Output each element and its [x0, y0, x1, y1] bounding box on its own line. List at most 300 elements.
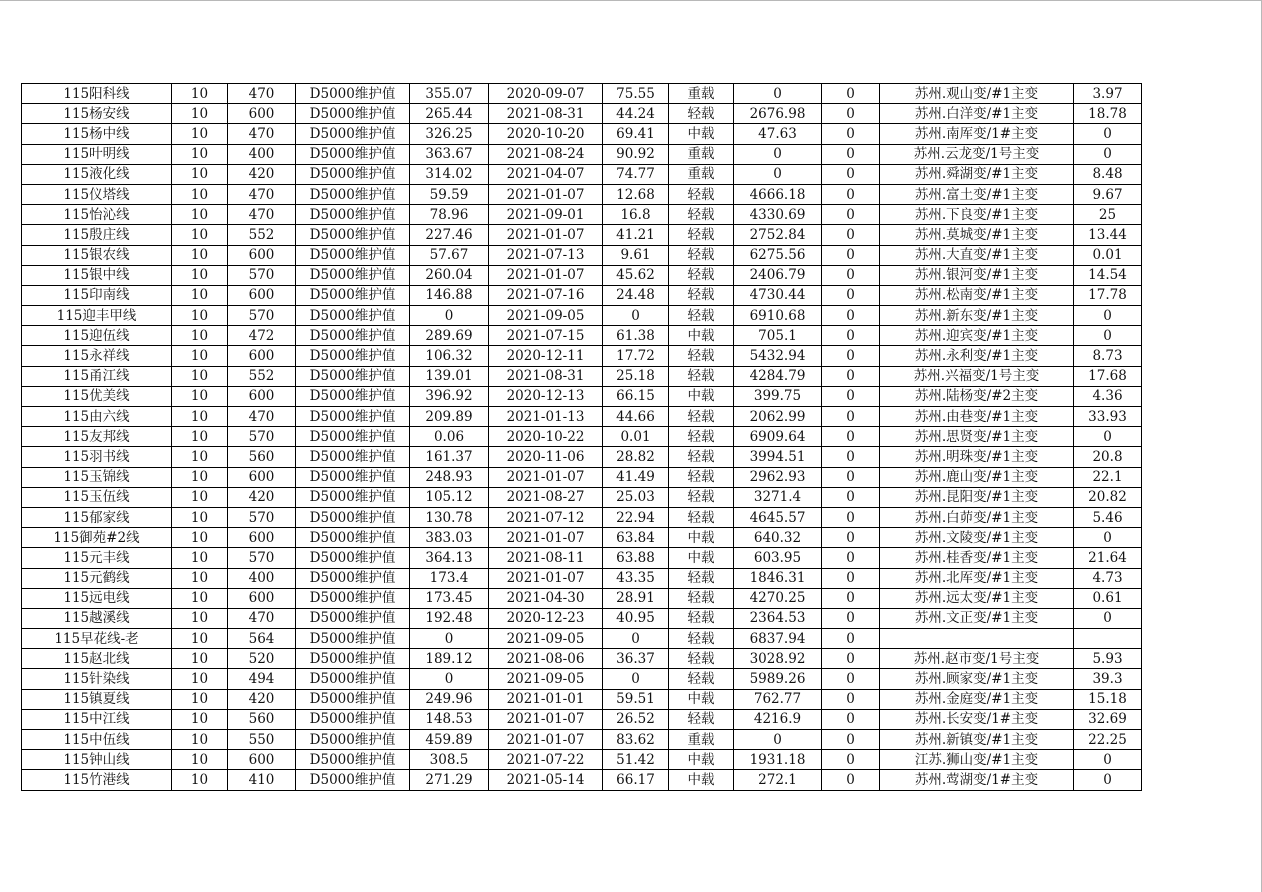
- voltage-cell: 10: [172, 730, 228, 750]
- date-cell: 2021-01-07: [489, 730, 603, 750]
- margin-cell: 399.75: [734, 386, 822, 406]
- load-value-cell: 189.12: [410, 649, 489, 669]
- load-rate-cell: 74.77: [603, 164, 669, 184]
- line-name-cell: 115迎丰甲线: [22, 306, 172, 326]
- margin-cell: 4216.9: [734, 709, 822, 729]
- rating-cell: 570: [228, 265, 296, 285]
- margin-cell: 2962.93: [734, 467, 822, 487]
- voltage-cell: 10: [172, 245, 228, 265]
- source-cell: D5000维护值: [296, 568, 410, 588]
- table-row: [22, 568, 1142, 588]
- margin-cell: 4330.69: [734, 205, 822, 225]
- load-status-cell: 轻载: [669, 346, 734, 366]
- voltage-cell: 10: [172, 709, 228, 729]
- table-row: [22, 548, 1142, 568]
- load-value-cell: 364.13: [410, 548, 489, 568]
- table-row: [22, 669, 1142, 689]
- rating-cell: 564: [228, 629, 296, 649]
- date-cell: 2020-10-22: [489, 427, 603, 447]
- load-value-cell: 355.07: [410, 84, 489, 104]
- date-cell: 2021-08-11: [489, 548, 603, 568]
- date-cell: 2021-08-31: [489, 366, 603, 386]
- table-row: [22, 649, 1142, 669]
- load-rate-cell: 22.94: [603, 507, 669, 527]
- rating-cell: 560: [228, 709, 296, 729]
- load-value-cell: 396.92: [410, 386, 489, 406]
- line-name-cell: 115玉伍线: [22, 487, 172, 507]
- load-status-cell: 中载: [669, 386, 734, 406]
- margin-cell: 6910.68: [734, 306, 822, 326]
- rate-cell: 0: [1074, 770, 1142, 790]
- date-cell: 2021-01-07: [489, 709, 603, 729]
- load-rate-cell: 12.68: [603, 184, 669, 204]
- table-row: [22, 265, 1142, 285]
- voltage-cell: 10: [172, 548, 228, 568]
- rating-cell: 470: [228, 205, 296, 225]
- table-row: [22, 689, 1142, 709]
- rate-cell: 21.64: [1074, 548, 1142, 568]
- voltage-cell: 10: [172, 265, 228, 285]
- table-row: [22, 770, 1142, 790]
- voltage-cell: 10: [172, 366, 228, 386]
- rating-cell: 600: [228, 528, 296, 548]
- load-status-cell: 轻载: [669, 507, 734, 527]
- load-rate-cell: 26.52: [603, 709, 669, 729]
- date-cell: 2021-08-06: [489, 649, 603, 669]
- rating-cell: 494: [228, 669, 296, 689]
- table-row: [22, 164, 1142, 184]
- load-rate-cell: 17.72: [603, 346, 669, 366]
- voltage-cell: 10: [172, 164, 228, 184]
- load-status-cell: 中载: [669, 326, 734, 346]
- load-status-cell: 中载: [669, 124, 734, 144]
- rating-cell: 600: [228, 386, 296, 406]
- voltage-cell: 10: [172, 306, 228, 326]
- load-rate-cell: 43.35: [603, 568, 669, 588]
- source-cell: D5000维护值: [296, 164, 410, 184]
- rating-cell: 470: [228, 84, 296, 104]
- voltage-cell: 10: [172, 184, 228, 204]
- table-row: [22, 386, 1142, 406]
- line-name-cell: 115越溪线: [22, 608, 172, 628]
- count-cell: 0: [822, 205, 880, 225]
- source-cell: D5000维护值: [296, 447, 410, 467]
- rate-cell: 15.18: [1074, 689, 1142, 709]
- load-status-cell: 重载: [669, 144, 734, 164]
- source-cell: D5000维护值: [296, 285, 410, 305]
- table-row: [22, 306, 1142, 326]
- margin-cell: 640.32: [734, 528, 822, 548]
- date-cell: 2021-07-16: [489, 285, 603, 305]
- load-rate-cell: 61.38: [603, 326, 669, 346]
- date-cell: 2021-09-01: [489, 205, 603, 225]
- table-row: [22, 730, 1142, 750]
- load-status-cell: 轻载: [669, 407, 734, 427]
- rate-cell: 0: [1074, 326, 1142, 346]
- source-cell: D5000维护值: [296, 346, 410, 366]
- line-name-cell: 115中伍线: [22, 730, 172, 750]
- table-row: [22, 144, 1142, 164]
- rating-cell: 470: [228, 124, 296, 144]
- voltage-cell: 10: [172, 205, 228, 225]
- load-value-cell: 260.04: [410, 265, 489, 285]
- margin-cell: 2752.84: [734, 225, 822, 245]
- rate-cell: 14.54: [1074, 265, 1142, 285]
- load-value-cell: 248.93: [410, 467, 489, 487]
- rating-cell: 570: [228, 548, 296, 568]
- load-status-cell: 轻载: [669, 649, 734, 669]
- margin-cell: 4284.79: [734, 366, 822, 386]
- rate-cell: 0.01: [1074, 245, 1142, 265]
- source-cell: D5000维护值: [296, 507, 410, 527]
- count-cell: 0: [822, 629, 880, 649]
- source-cell: D5000维护值: [296, 245, 410, 265]
- source-cell: D5000维护值: [296, 730, 410, 750]
- voltage-cell: 10: [172, 84, 228, 104]
- voltage-cell: 10: [172, 144, 228, 164]
- count-cell: 0: [822, 306, 880, 326]
- date-cell: 2021-05-14: [489, 770, 603, 790]
- load-status-cell: 轻载: [669, 225, 734, 245]
- margin-cell: 4270.25: [734, 588, 822, 608]
- load-status-cell: 轻载: [669, 265, 734, 285]
- load-status-cell: 轻载: [669, 608, 734, 628]
- count-cell: 0: [822, 164, 880, 184]
- load-status-cell: 轻载: [669, 447, 734, 467]
- margin-cell: 3994.51: [734, 447, 822, 467]
- load-rate-cell: 66.15: [603, 386, 669, 406]
- voltage-cell: 10: [172, 608, 228, 628]
- line-name-cell: 115液化线: [22, 164, 172, 184]
- rate-cell: 4.73: [1074, 568, 1142, 588]
- margin-cell: 3028.92: [734, 649, 822, 669]
- rating-cell: 420: [228, 487, 296, 507]
- load-rate-cell: 90.92: [603, 144, 669, 164]
- line-name-cell: 115御苑#2线: [22, 528, 172, 548]
- line-name-cell: 115中江线: [22, 709, 172, 729]
- count-cell: 0: [822, 124, 880, 144]
- voltage-cell: 10: [172, 588, 228, 608]
- load-rate-cell: 63.88: [603, 548, 669, 568]
- voltage-cell: 10: [172, 447, 228, 467]
- transformer-cell: 苏州.莫城变/#1主变: [880, 225, 1074, 245]
- count-cell: 0: [822, 568, 880, 588]
- date-cell: 2021-07-15: [489, 326, 603, 346]
- load-value-cell: 0: [410, 629, 489, 649]
- margin-cell: 3271.4: [734, 487, 822, 507]
- margin-cell: 6909.64: [734, 427, 822, 447]
- count-cell: 0: [822, 467, 880, 487]
- rating-cell: 400: [228, 144, 296, 164]
- rate-cell: 32.69: [1074, 709, 1142, 729]
- transformer-cell: 苏州.下良变/#1主变: [880, 205, 1074, 225]
- load-rate-cell: 63.84: [603, 528, 669, 548]
- load-value-cell: 0.06: [410, 427, 489, 447]
- line-name-cell: 115元丰线: [22, 548, 172, 568]
- count-cell: 0: [822, 366, 880, 386]
- source-cell: D5000维护值: [296, 629, 410, 649]
- transformer-cell: 苏州.由巷变/#1主变: [880, 407, 1074, 427]
- rating-cell: 570: [228, 427, 296, 447]
- date-cell: 2020-10-20: [489, 124, 603, 144]
- rating-cell: 400: [228, 568, 296, 588]
- voltage-cell: 10: [172, 346, 228, 366]
- date-cell: 2021-01-13: [489, 407, 603, 427]
- rate-cell: 33.93: [1074, 407, 1142, 427]
- count-cell: 0: [822, 487, 880, 507]
- count-cell: 0: [822, 528, 880, 548]
- load-status-cell: 轻载: [669, 285, 734, 305]
- load-value-cell: 0: [410, 306, 489, 326]
- voltage-cell: 10: [172, 689, 228, 709]
- table-row: [22, 366, 1142, 386]
- source-cell: D5000维护值: [296, 709, 410, 729]
- transformer-cell: 苏州.昆阳变/#1主变: [880, 487, 1074, 507]
- date-cell: 2021-07-12: [489, 507, 603, 527]
- load-status-cell: 轻载: [669, 629, 734, 649]
- load-status-cell: 轻载: [669, 184, 734, 204]
- line-name-cell: 115怡沁线: [22, 205, 172, 225]
- table-row: [22, 427, 1142, 447]
- transformer-cell: 苏州.思贤变/#1主变: [880, 427, 1074, 447]
- margin-cell: 4730.44: [734, 285, 822, 305]
- load-value-cell: 326.25: [410, 124, 489, 144]
- source-cell: D5000维护值: [296, 225, 410, 245]
- table-row: [22, 588, 1142, 608]
- table-row: [22, 205, 1142, 225]
- line-name-cell: 115羽书线: [22, 447, 172, 467]
- rate-cell: 3.97: [1074, 84, 1142, 104]
- source-cell: D5000维护值: [296, 407, 410, 427]
- load-rate-cell: 25.18: [603, 366, 669, 386]
- load-rate-cell: 0: [603, 306, 669, 326]
- line-name-cell: 115殷庄线: [22, 225, 172, 245]
- voltage-cell: 10: [172, 225, 228, 245]
- load-value-cell: 148.53: [410, 709, 489, 729]
- rate-cell: 25: [1074, 205, 1142, 225]
- transformer-cell: 苏州.鹿山变/#1主变: [880, 467, 1074, 487]
- load-value-cell: 173.4: [410, 568, 489, 588]
- transformer-cell: 苏州.新镇变/#1主变: [880, 730, 1074, 750]
- transformer-cell: 苏州.文正变/#1主变: [880, 608, 1074, 628]
- load-rate-cell: 51.42: [603, 750, 669, 770]
- source-cell: D5000维护值: [296, 184, 410, 204]
- line-name-cell: 115甬江线: [22, 366, 172, 386]
- count-cell: 0: [822, 407, 880, 427]
- voltage-cell: 10: [172, 507, 228, 527]
- voltage-cell: 10: [172, 770, 228, 790]
- table-row: [22, 407, 1142, 427]
- transformer-cell: [880, 629, 1074, 649]
- date-cell: 2021-08-27: [489, 487, 603, 507]
- load-status-cell: 中载: [669, 770, 734, 790]
- rate-cell: 17.78: [1074, 285, 1142, 305]
- load-status-cell: 轻载: [669, 568, 734, 588]
- rate-cell: 0: [1074, 608, 1142, 628]
- line-name-cell: 115优美线: [22, 386, 172, 406]
- margin-cell: 5432.94: [734, 346, 822, 366]
- count-cell: 0: [822, 770, 880, 790]
- rate-cell: 0: [1074, 750, 1142, 770]
- rating-cell: 470: [228, 407, 296, 427]
- date-cell: 2021-09-05: [489, 306, 603, 326]
- load-status-cell: 轻载: [669, 366, 734, 386]
- rating-cell: 600: [228, 245, 296, 265]
- table-row: [22, 326, 1142, 346]
- source-cell: D5000维护值: [296, 265, 410, 285]
- transformer-cell: 苏州.白茆变/#1主变: [880, 507, 1074, 527]
- rate-cell: 22.1: [1074, 467, 1142, 487]
- load-status-cell: 中载: [669, 548, 734, 568]
- transformer-cell: 苏州.金庭变/#1主变: [880, 689, 1074, 709]
- date-cell: 2021-04-30: [489, 588, 603, 608]
- line-name-cell: 115郁家线: [22, 507, 172, 527]
- rating-cell: 550: [228, 730, 296, 750]
- margin-cell: 6837.94: [734, 629, 822, 649]
- margin-cell: 705.1: [734, 326, 822, 346]
- date-cell: 2021-01-07: [489, 528, 603, 548]
- load-value-cell: 105.12: [410, 487, 489, 507]
- table-row: [22, 184, 1142, 204]
- transformer-cell: 苏州.永利变/#1主变: [880, 346, 1074, 366]
- rating-cell: 470: [228, 184, 296, 204]
- load-rate-cell: 41.21: [603, 225, 669, 245]
- rating-cell: 600: [228, 104, 296, 124]
- data-table: [21, 83, 1142, 791]
- transformer-cell: 苏州.明珠变/#1主变: [880, 447, 1074, 467]
- count-cell: 0: [822, 669, 880, 689]
- source-cell: D5000维护值: [296, 649, 410, 669]
- source-cell: D5000维护值: [296, 487, 410, 507]
- load-status-cell: 轻载: [669, 205, 734, 225]
- date-cell: 2021-07-22: [489, 750, 603, 770]
- line-name-cell: 115竹港线: [22, 770, 172, 790]
- table-row: [22, 709, 1142, 729]
- count-cell: 0: [822, 689, 880, 709]
- page-top-edge: [0, 0, 1262, 1]
- table-row: [22, 608, 1142, 628]
- rating-cell: 600: [228, 285, 296, 305]
- margin-cell: 762.77: [734, 689, 822, 709]
- rate-cell: [1074, 629, 1142, 649]
- count-cell: 0: [822, 649, 880, 669]
- transformer-cell: 苏州.远太变/#1主变: [880, 588, 1074, 608]
- load-value-cell: 314.02: [410, 164, 489, 184]
- source-cell: D5000维护值: [296, 467, 410, 487]
- transformer-cell: 苏州.北厍变/#1主变: [880, 568, 1074, 588]
- rating-cell: 470: [228, 608, 296, 628]
- load-status-cell: 中载: [669, 689, 734, 709]
- rating-cell: 560: [228, 447, 296, 467]
- margin-cell: 2676.98: [734, 104, 822, 124]
- transformer-cell: 苏州.舜湖变/#1主变: [880, 164, 1074, 184]
- line-name-cell: 115银中线: [22, 265, 172, 285]
- margin-cell: 4645.57: [734, 507, 822, 527]
- load-value-cell: 459.89: [410, 730, 489, 750]
- load-rate-cell: 83.62: [603, 730, 669, 750]
- rating-cell: 570: [228, 507, 296, 527]
- load-rate-cell: 66.17: [603, 770, 669, 790]
- rate-cell: 8.73: [1074, 346, 1142, 366]
- count-cell: 0: [822, 447, 880, 467]
- load-value-cell: 271.29: [410, 770, 489, 790]
- rating-cell: 552: [228, 225, 296, 245]
- source-cell: D5000维护值: [296, 124, 410, 144]
- load-value-cell: 289.69: [410, 326, 489, 346]
- load-value-cell: 106.32: [410, 346, 489, 366]
- count-cell: 0: [822, 84, 880, 104]
- load-status-cell: 轻载: [669, 467, 734, 487]
- voltage-cell: 10: [172, 568, 228, 588]
- load-rate-cell: 75.55: [603, 84, 669, 104]
- transformer-cell: 苏州.长安变/1#主变: [880, 709, 1074, 729]
- load-status-cell: 轻载: [669, 104, 734, 124]
- line-name-cell: 115玉锦线: [22, 467, 172, 487]
- date-cell: 2020-09-07: [489, 84, 603, 104]
- margin-cell: 0: [734, 164, 822, 184]
- load-status-cell: 轻载: [669, 588, 734, 608]
- source-cell: D5000维护值: [296, 669, 410, 689]
- load-status-cell: 轻载: [669, 306, 734, 326]
- count-cell: 0: [822, 730, 880, 750]
- transformer-cell: 苏州.松南变/#1主变: [880, 285, 1074, 305]
- table-body: [22, 84, 1142, 791]
- line-name-cell: 115阳科线: [22, 84, 172, 104]
- line-name-cell: 115永祥线: [22, 346, 172, 366]
- source-cell: D5000维护值: [296, 689, 410, 709]
- table-row: [22, 124, 1142, 144]
- load-rate-cell: 9.61: [603, 245, 669, 265]
- count-cell: 0: [822, 507, 880, 527]
- count-cell: 0: [822, 326, 880, 346]
- line-name-cell: 115镇夏线: [22, 689, 172, 709]
- load-rate-cell: 28.82: [603, 447, 669, 467]
- rating-cell: 410: [228, 770, 296, 790]
- source-cell: D5000维护值: [296, 144, 410, 164]
- source-cell: D5000维护值: [296, 205, 410, 225]
- margin-cell: 1846.31: [734, 568, 822, 588]
- count-cell: 0: [822, 427, 880, 447]
- voltage-cell: 10: [172, 669, 228, 689]
- table-row: [22, 346, 1142, 366]
- date-cell: 2021-08-24: [489, 144, 603, 164]
- date-cell: 2021-01-01: [489, 689, 603, 709]
- load-value-cell: 161.37: [410, 447, 489, 467]
- rating-cell: 420: [228, 164, 296, 184]
- transformer-cell: 苏州.云龙变/1号主变: [880, 144, 1074, 164]
- line-name-cell: 115由六线: [22, 407, 172, 427]
- load-status-cell: 中载: [669, 750, 734, 770]
- margin-cell: 2364.53: [734, 608, 822, 628]
- date-cell: 2021-07-13: [489, 245, 603, 265]
- rating-cell: 472: [228, 326, 296, 346]
- rating-cell: 420: [228, 689, 296, 709]
- source-cell: D5000维护值: [296, 104, 410, 124]
- line-name-cell: 115仪塔线: [22, 184, 172, 204]
- voltage-cell: 10: [172, 629, 228, 649]
- line-name-cell: 115赵北线: [22, 649, 172, 669]
- load-status-cell: 轻载: [669, 427, 734, 447]
- rate-cell: 18.78: [1074, 104, 1142, 124]
- table-row: [22, 285, 1142, 305]
- load-value-cell: 139.01: [410, 366, 489, 386]
- voltage-cell: 10: [172, 124, 228, 144]
- rate-cell: 17.68: [1074, 366, 1142, 386]
- count-cell: 0: [822, 548, 880, 568]
- load-value-cell: 57.67: [410, 245, 489, 265]
- load-value-cell: 130.78: [410, 507, 489, 527]
- count-cell: 0: [822, 184, 880, 204]
